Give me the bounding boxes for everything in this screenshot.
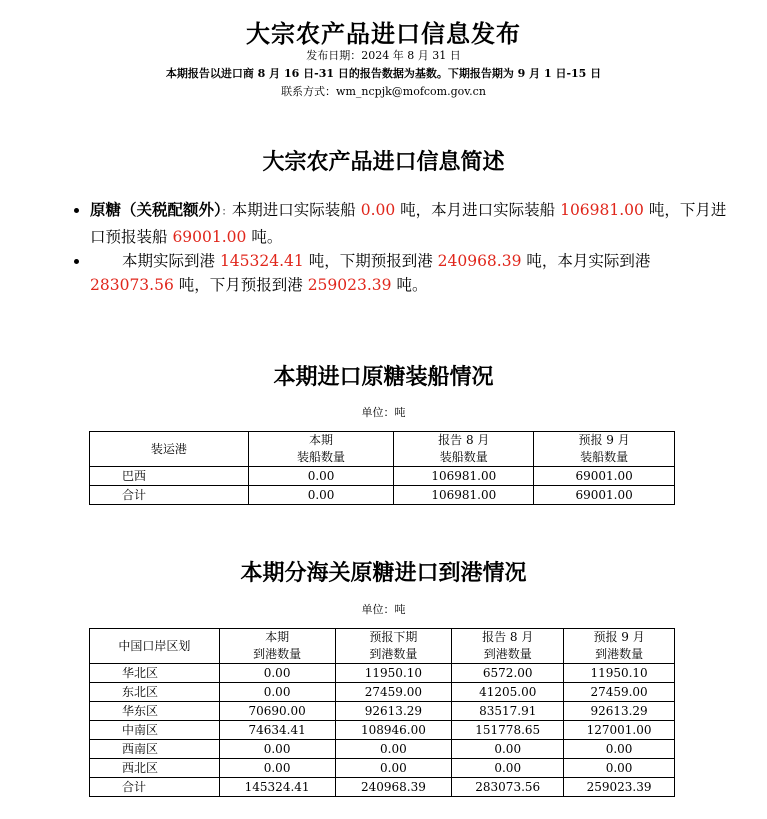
summary-list [64, 198, 734, 297]
table-header-row [90, 629, 675, 664]
month-arrival-value: 283073.56 [90, 276, 174, 294]
column-header: 本期 到港数量 [219, 629, 335, 664]
table-cell: 0.00 [564, 759, 675, 778]
table-cell: 41205.00 [452, 683, 564, 702]
shipping-table [89, 431, 675, 505]
row-label: 华东区 [90, 702, 220, 721]
table-row [90, 467, 675, 486]
table-cell: 0.00 [219, 664, 335, 683]
contact-info: 联系方式：wm_ncpjk@mofcom.gov.cn [281, 85, 486, 98]
table-cell: 92613.29 [564, 702, 675, 721]
month-shipped-value: 106981.00 [560, 201, 644, 219]
table-cell: 0.00 [335, 759, 452, 778]
table-cell: 0.00 [219, 759, 335, 778]
table-cell: 6572.00 [452, 664, 564, 683]
table-cell: 0.00 [452, 759, 564, 778]
page-title: 大宗农产品进口信息发布 [246, 19, 521, 48]
table-cell: 27459.00 [335, 683, 452, 702]
table-row [90, 664, 675, 683]
table-cell: 106981.00 [394, 486, 534, 505]
current-shipped-value: 0.00 [360, 201, 396, 219]
row-label: 东北区 [90, 683, 220, 702]
next-month-forecast-value: 69001.00 [172, 228, 247, 246]
column-header: 报告 8 月 到港数量 [452, 629, 564, 664]
row-label: 巴西 [90, 467, 249, 486]
column-header: 中国口岸区划 [90, 629, 220, 664]
column-header: 预报下期 到港数量 [335, 629, 452, 664]
column-header: 预报 9 月 到港数量 [564, 629, 675, 664]
row-label: 中南区 [90, 721, 220, 740]
table-cell: 108946.00 [335, 721, 452, 740]
row-label: 西南区 [90, 740, 220, 759]
arrivals-table [89, 628, 675, 797]
column-header: 装运港 [90, 432, 249, 467]
table-cell: 11950.10 [564, 664, 675, 683]
table-row [90, 683, 675, 702]
column-header: 本期 装船数量 [248, 432, 394, 467]
table-cell: 283073.56 [452, 778, 564, 797]
shipping-table-title: 本期进口原糖装船情况 [273, 364, 494, 390]
arrivals-unit: 单位：吨 [361, 603, 406, 616]
row-label: 合计 [90, 778, 220, 797]
summary-item-raw-sugar-shipping: • 原糖（关税配额外）：本期进口实际装船 0.00 吨，本月进口实际装船 106981.00 吨，下月进口预报装船 69001.00 吨。 [90, 198, 734, 249]
summary-title: 大宗农产品进口信息简述 [262, 149, 505, 175]
table-cell: 92613.29 [335, 702, 452, 721]
next-period-forecast-value: 240968.39 [437, 252, 522, 270]
table-row-total [90, 778, 675, 797]
table-cell: 74634.41 [219, 721, 335, 740]
table-cell: 0.00 [564, 740, 675, 759]
commodity-label: 原糖（关税配额外） [90, 200, 222, 219]
table-cell: 69001.00 [534, 467, 675, 486]
table-cell: 0.00 [219, 683, 335, 702]
table-row [90, 721, 675, 740]
table-cell: 0.00 [335, 740, 452, 759]
table-row [90, 759, 675, 778]
current-arrival-value: 145324.41 [219, 252, 304, 270]
table-cell: 83517.91 [452, 702, 564, 721]
table-cell: 0.00 [248, 467, 394, 486]
table-cell: 106981.00 [394, 467, 534, 486]
table-cell: 27459.00 [564, 683, 675, 702]
table-header-row [90, 432, 675, 467]
table-cell: 145324.41 [219, 778, 335, 797]
table-cell: 127001.00 [564, 721, 675, 740]
table-row-total [90, 486, 675, 505]
table-cell: 11950.10 [335, 664, 452, 683]
table-cell: 259023.39 [564, 778, 675, 797]
table-row [90, 740, 675, 759]
column-header: 报告 8 月 装船数量 [394, 432, 534, 467]
table-cell: 151778.65 [452, 721, 564, 740]
table-cell: 0.00 [452, 740, 564, 759]
table-cell: 240968.39 [335, 778, 452, 797]
table-cell: 0.00 [248, 486, 394, 505]
table-cell: 70690.00 [219, 702, 335, 721]
table-cell: 69001.00 [534, 486, 675, 505]
table-row [90, 702, 675, 721]
column-header: 预报 9 月 装船数量 [534, 432, 675, 467]
publish-date: 发布日期：2024 年 8 月 31 日 [306, 49, 461, 62]
row-label: 华北区 [90, 664, 220, 683]
next-month-arrival-forecast-value: 259023.39 [307, 276, 392, 294]
table-cell: 0.00 [219, 740, 335, 759]
summary-item-raw-sugar-arrivals: • 本期实际到港 145324.41 吨，下期预报到港 240968.39 吨，本月实际到港 283073.56 吨，下月预报到港 259023.39 吨。 [90, 249, 734, 297]
report-period-note: 本期报告以进口商 8 月 16 日-31 日的报告数据为基数。下期报告期为 9 月 1 日-15 日 [165, 67, 602, 80]
arrivals-table-title: 本期分海关原糖进口到港情况 [240, 560, 527, 586]
row-label: 合计 [90, 486, 249, 505]
shipping-unit: 单位：吨 [361, 406, 406, 419]
row-label: 西北区 [90, 759, 220, 778]
